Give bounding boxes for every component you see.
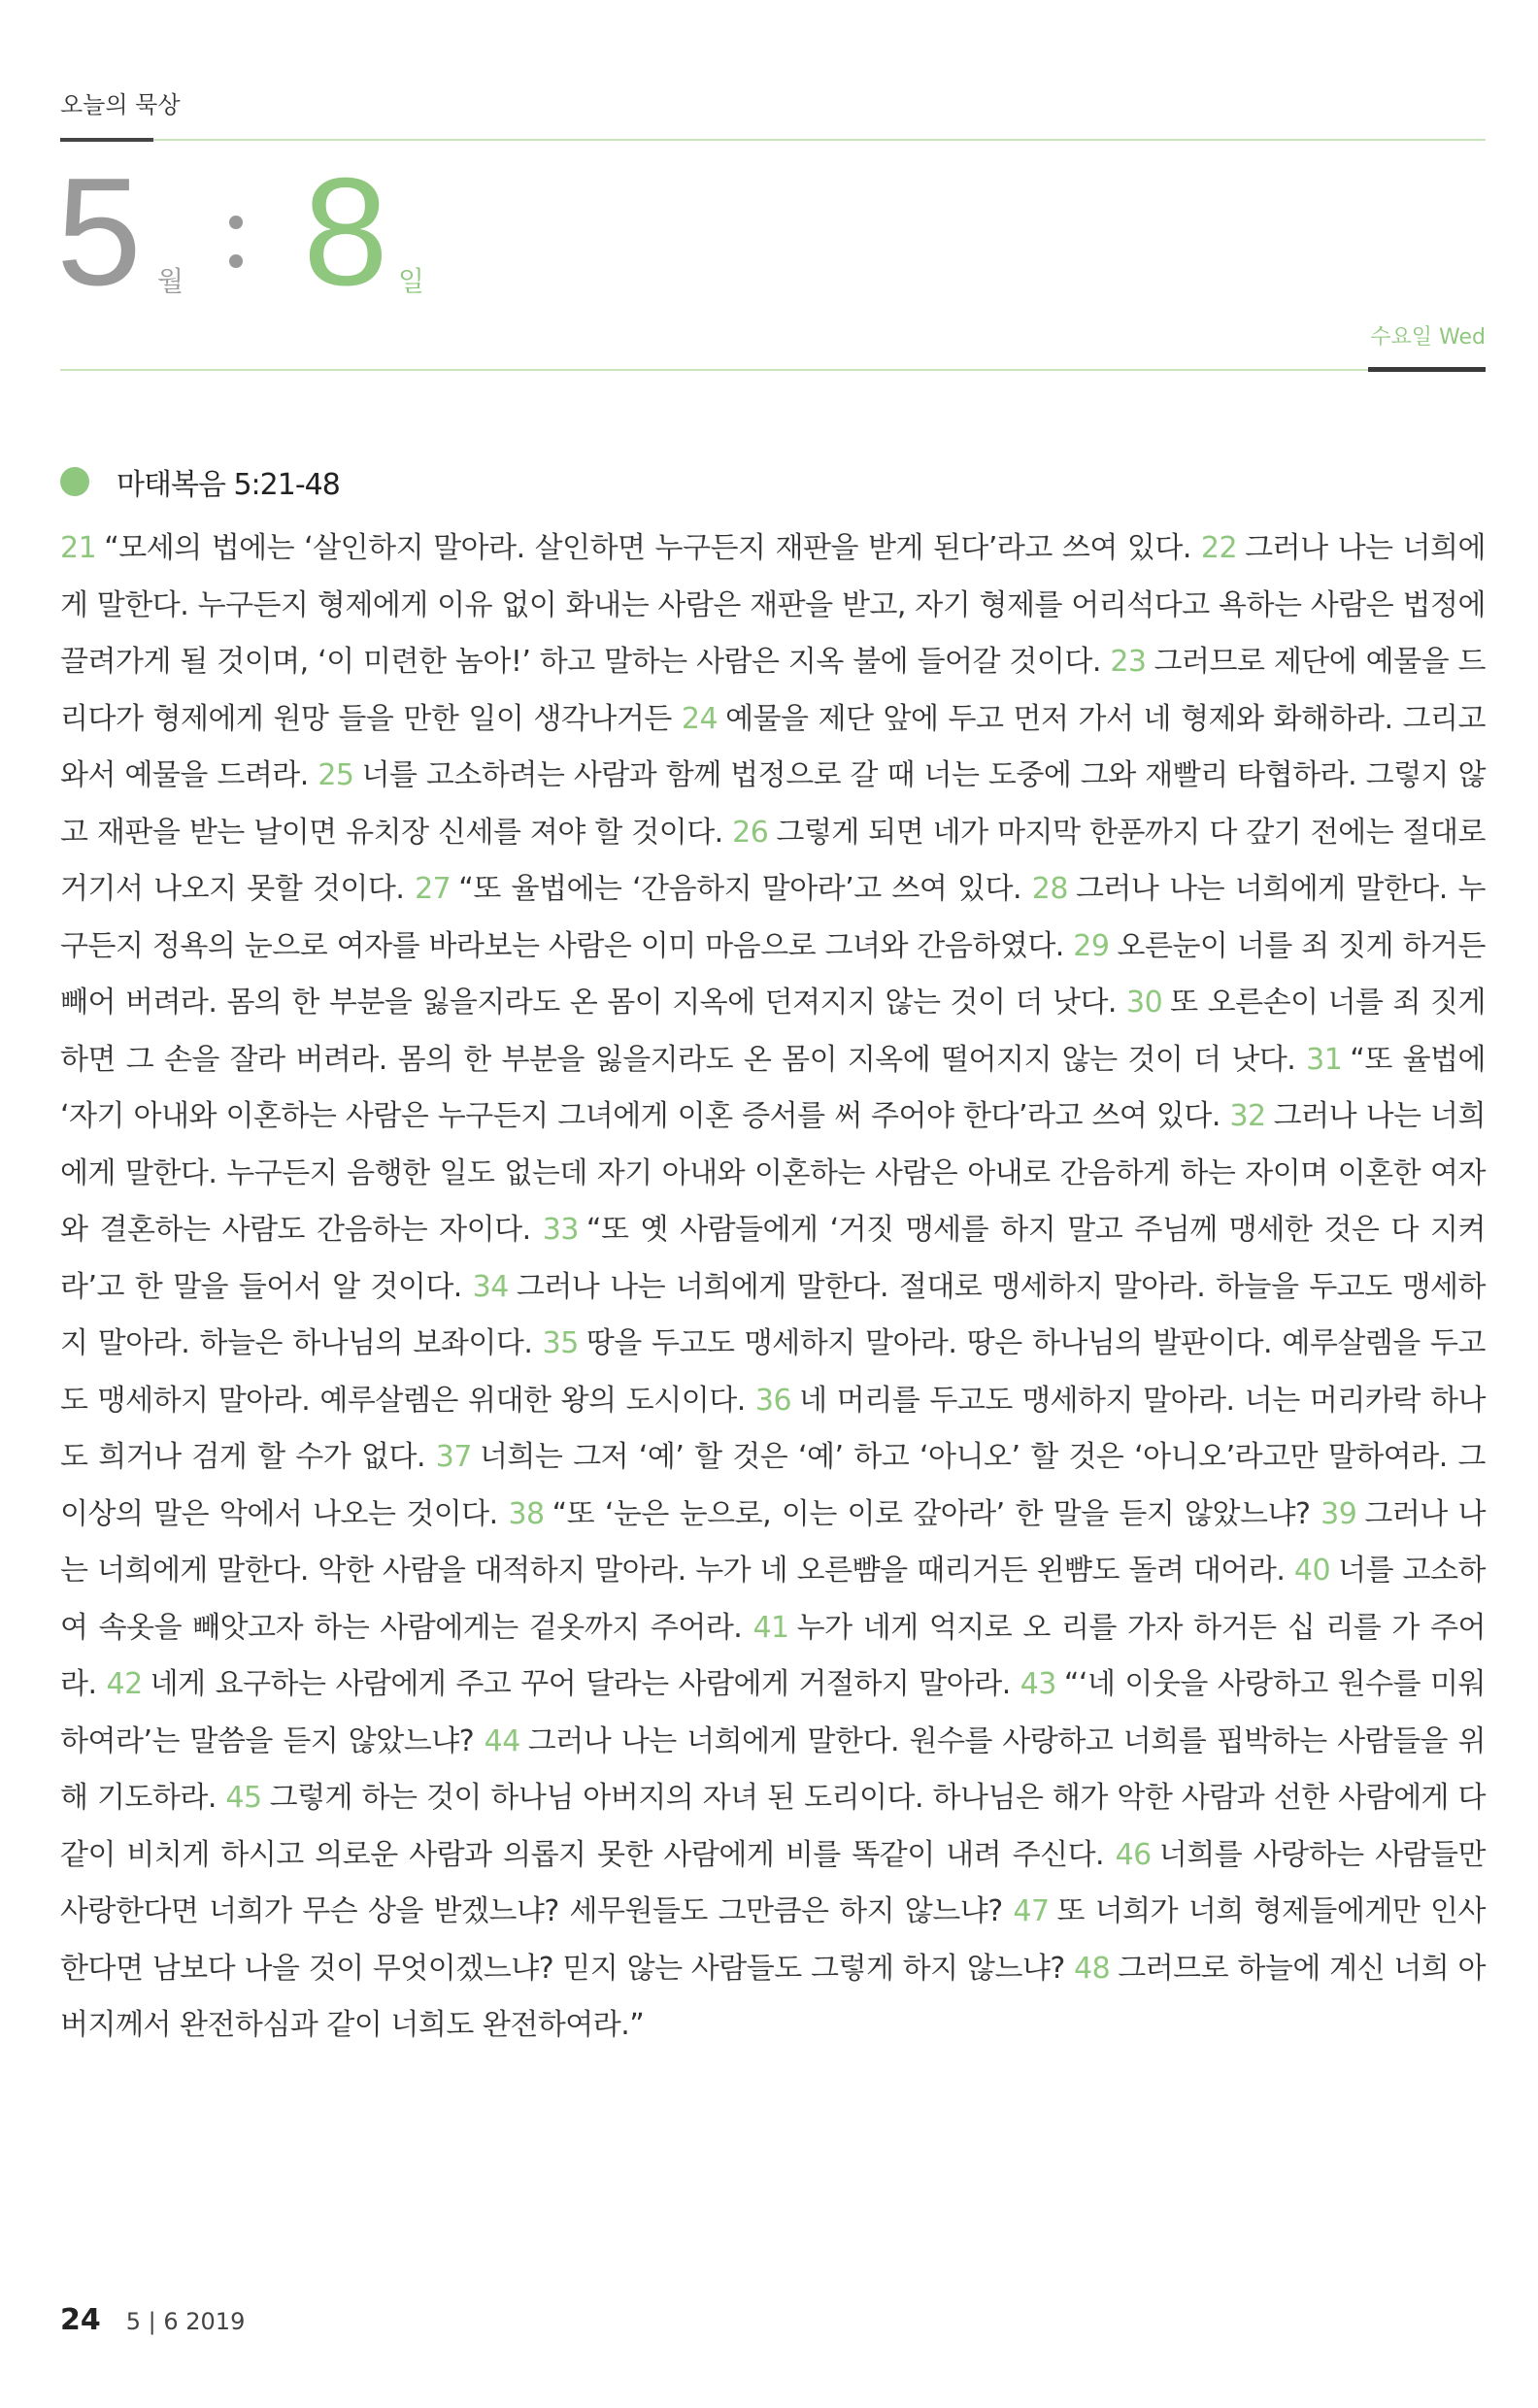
- verse-number: 39: [1321, 1496, 1357, 1531]
- scripture-text: [60, 520, 1486, 2055]
- verse-text: 오른눈이 너를 죄 짓게 하거든 빼어 버려라. 몸의 한 부분을 잃을지라도 온 몸이 지옥에 던져지지 않는 것이 더 낫다.: [60, 928, 1487, 1020]
- verse-text: “또 율법에는 ‘간음하지 말아라’고 쓰여 있다.: [458, 872, 1022, 906]
- date-colon-dot-top: [229, 216, 243, 229]
- verse-text: 너를 고소하여 속옷을 빼앗고자 하는 사람에게는 겉옷까지 주어라.: [60, 1554, 1486, 1645]
- passage-reference: 마태복음 5:21-48: [117, 468, 340, 502]
- bullet-dot-icon: [60, 467, 89, 496]
- verse-text: 누가 네게 억지로 오 리를 가자 하거든 십 리를 가 주어라.: [60, 1610, 1486, 1701]
- verse-number: 36: [754, 1383, 792, 1418]
- verse-number: 44: [484, 1723, 520, 1758]
- section-label: 오늘의 묵상: [60, 91, 181, 118]
- verse-number: 45: [225, 1781, 262, 1815]
- verse-number: 32: [1229, 1099, 1266, 1133]
- top-rule: [60, 139, 1486, 141]
- date-colon-dot-bottom: [229, 254, 243, 268]
- verse-text: 그렇게 되면 네가 마지막 한푼까지 다 갚기 전에는 절대로 거기서 나오지 못할 것이다.: [60, 815, 1486, 906]
- verse-number: 26: [732, 815, 769, 850]
- verse-text: “또 옛 사람들에게 ‘거짓 맹세를 하지 말고 주님께 맹세한 것은 다 지켜라’고 한 말을 들어서 알 것이다.: [60, 1213, 1487, 1304]
- verse-text: 그러나 나는 너희에게 말한다. 절대로 맹세하지 말아라. 하늘을 두고도 맹세하지 말아라. 하늘은 하나님의 보좌이다.: [60, 1269, 1487, 1360]
- verse-number: 31: [1306, 1042, 1343, 1077]
- date-day: 8: [303, 147, 388, 318]
- verse-number: 27: [415, 872, 451, 906]
- verse-text: 네 머리를 두고도 맹세하지 말아라. 너는 머리카락 하나도 희거나 검게 할 수가 없다.: [60, 1383, 1486, 1474]
- verse-text: 너희는 그저 ‘예’ 할 것은 ‘예’ 하고 ‘아니오’ 할 것은 ‘아니오’라고만 말하여라. 그 이상의 말은 악에서 나오는 것이다.: [60, 1440, 1487, 1531]
- verse-text: 그러나 나는 너희에게 말한다. 원수를 사랑하고 너희를 핍박하는 사람들을 위해 기도하라.: [60, 1723, 1486, 1815]
- verse-text: 또 너희가 너희 형제들에게만 인사한다면 남보다 나을 것이 무엇이겠느냐? 믿지 않는 사람들도 그렇게 하지 않느냐?: [60, 1894, 1486, 1986]
- verse-number: 24: [681, 701, 719, 736]
- verse-text: “또 율법에 ‘자기 아내와 이혼하는 사람은 누구든지 그녀에게 이혼 증서를 써 주어야 한다’라고 쓰여 있다.: [60, 1042, 1487, 1133]
- verse-number: 21: [60, 531, 97, 565]
- verse-number: 42: [106, 1667, 143, 1701]
- verse-text: 그러나 나는 너희에게 말한다. 누구든지 음행한 일도 없는데 자기 아내와 이혼하는 사람은 아내로 간음하게 하는 자이며 이혼한 여자와 결혼하는 사람도 간음하는 자이다.: [60, 1099, 1486, 1247]
- verse-text: 땅을 두고도 맹세하지 말아라. 땅은 하나님의 발판이다. 예루살렘을 두고도 맹세하지 말아라. 예루살렘은 위대한 왕의 도시이다.: [60, 1326, 1486, 1418]
- passage-heading: [60, 460, 340, 503]
- verse-text: 예물을 제단 앞에 두고 먼저 가서 네 형제와 화해하라. 그리고 와서 예물을 드려라.: [60, 701, 1486, 792]
- verse-number: 34: [472, 1269, 509, 1304]
- verse-number: 38: [508, 1496, 545, 1531]
- bottom-rule: [60, 369, 1486, 371]
- verse-number: 23: [1110, 645, 1147, 679]
- verse-number: 28: [1031, 872, 1068, 906]
- verse-number: 30: [1125, 986, 1163, 1020]
- verse-number: 33: [542, 1213, 579, 1247]
- verse-text: 네게 요구하는 사람에게 주고 꾸어 달라는 사람에게 거절하지 말아라.: [150, 1667, 1011, 1701]
- verse-number: 46: [1115, 1837, 1152, 1872]
- verse-text: “‘네 이웃을 사랑하고 원수를 미워하여라’는 말씀을 듣지 않았느냐?: [60, 1667, 1486, 1758]
- verse-number: 47: [1013, 1894, 1050, 1928]
- verse-number: 43: [1020, 1667, 1056, 1701]
- verse-text: 너를 고소하려는 사람과 함께 법정으로 갈 때 너는 도중에 그와 재빨리 타협하라. 그렇지 않고 재판을 받는 날이면 유치장 신세를 져야 할 것이다.: [60, 758, 1486, 850]
- weekday: 수요일 Wed: [1370, 325, 1486, 350]
- page-number: 24: [60, 2303, 101, 2337]
- top-rule-accent: [60, 138, 153, 142]
- verse-text: “또 ‘눈은 눈으로, 이는 이로 갚아라’ 한 말을 듣지 않았느냐?: [552, 1496, 1311, 1531]
- verse-text: 너희를 사랑하는 사람들만 사랑한다면 너희가 무슨 상을 받겠느냐? 세무원들도 그만큼은 하지 않느냐?: [60, 1837, 1486, 1928]
- date-month: 5: [56, 147, 142, 318]
- verse-text: 그러므로 하늘에 계신 너희 아버지께서 완전하심과 같이 너희도 완전하여라.”: [60, 1951, 1486, 2042]
- verse-number: 37: [435, 1440, 472, 1474]
- footer: [60, 2303, 245, 2337]
- verse-number: 25: [318, 758, 354, 792]
- verse-text: 그렇게 하는 것이 하나님 아버지의 자녀 된 도리이다. 하나님은 해가 악한 사람과 선한 사람에게 다 같이 비치게 하시고 의로운 사람과 의롭지 못한 사람에게 비를 똑같이 내려 주신다.: [60, 1781, 1486, 1872]
- verse-number: 29: [1073, 928, 1110, 963]
- date-day-unit: 일: [398, 265, 425, 297]
- verse-text: 그러나 나는 너희에게 말한다. 누구든지 정욕의 눈으로 여자를 바라보는 사람은 이미 마음으로 그녀와 간음하였다.: [60, 872, 1486, 963]
- verse-number: 41: [752, 1610, 789, 1645]
- issue-date: 5 | 6 2019: [125, 2308, 246, 2335]
- verse-number: 40: [1293, 1554, 1331, 1588]
- verse-number: 48: [1074, 1951, 1111, 1986]
- verse-number: 35: [542, 1326, 579, 1360]
- bottom-rule-accent: [1368, 367, 1486, 372]
- verse-text: 그러나 나는 너희에게 말한다. 악한 사람을 대적하지 말아라. 누가 네 오른뺨을 때리거든 왼뺨도 돌려 대어라.: [60, 1496, 1486, 1588]
- verse-text: 그러나 나는 너희에게 말한다. 누구든지 형제에게 이유 없이 화내는 사람은 재판을 받고, 자기 형제를 어리석다고 욕하는 사람은 법정에 끌려가게 될 것이며, ‘이 미련한 놈아!’ 하고 말하는 사람은 지옥 불에 들어갈 것이다.: [60, 531, 1486, 679]
- verse-text: “모세의 법에는 ‘살인하지 말아라. 살인하면 누구든지 재판을 받게 된다’라고 쓰여 있다.: [104, 531, 1191, 565]
- verse-number: 22: [1200, 531, 1238, 565]
- verse-text: 또 오른손이 너를 죄 짓게 하면 그 손을 잘라 버려라. 몸의 한 부분을 잃을지라도 온 몸이 지옥에 떨어지지 않는 것이 더 낫다.: [60, 986, 1486, 1077]
- verse-text: 그러므로 제단에 예물을 드리다가 형제에게 원망 들을 만한 일이 생각나거든: [60, 645, 1486, 736]
- date-month-unit: 월: [157, 265, 184, 297]
